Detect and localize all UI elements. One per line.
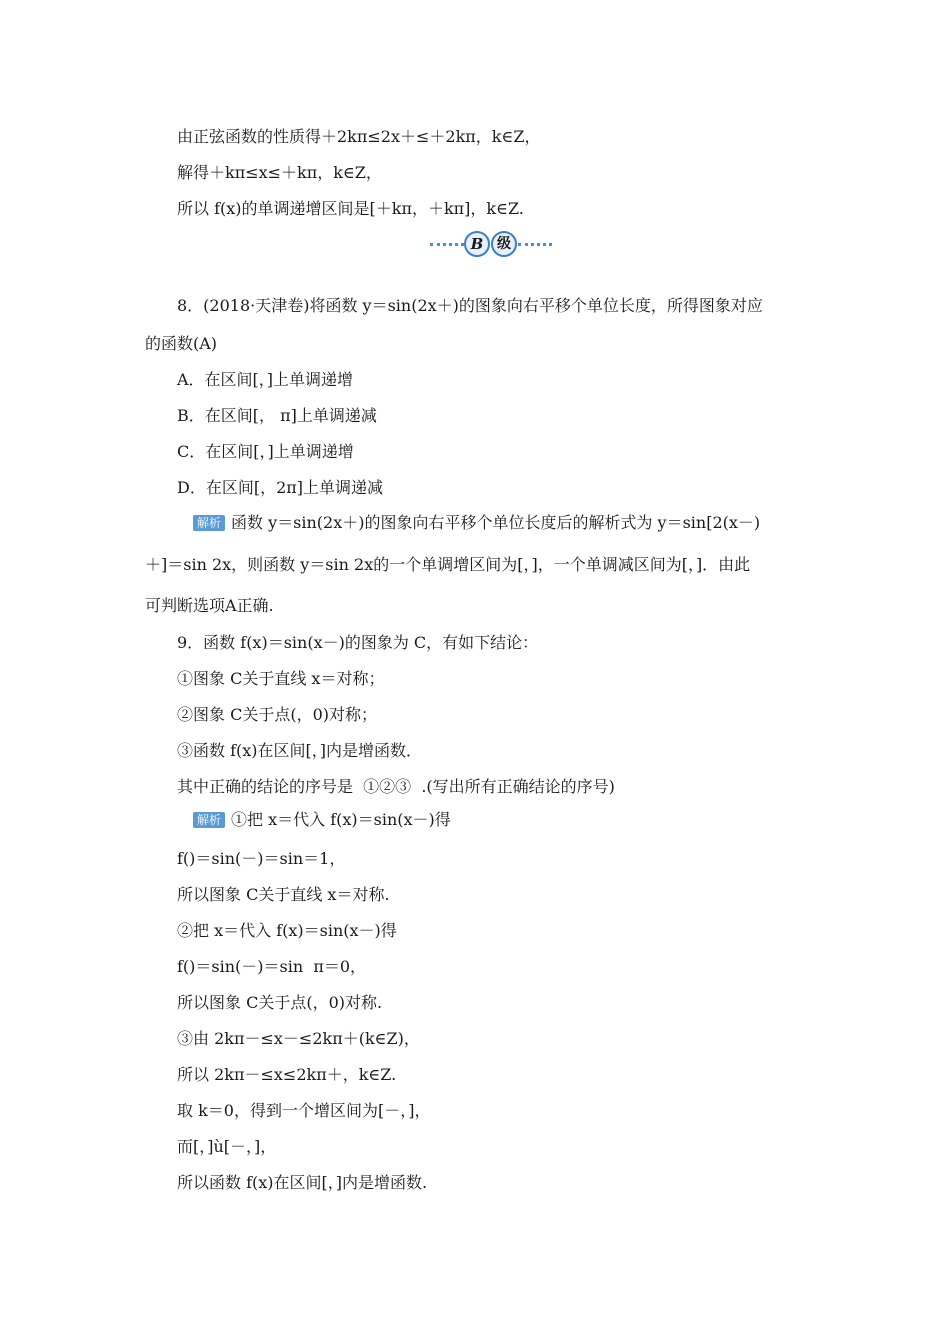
analysis-tag: 解析	[193, 812, 225, 828]
q9-analysis-line: 所以图象 C关于直线 x＝对称.	[177, 885, 390, 904]
q8-option-c: C．在区间[，]上单调递增	[177, 442, 354, 461]
q9-item-3: ③函数 f(x)在区间[，]内是增函数．	[177, 741, 423, 760]
q8-analysis	[193, 513, 760, 533]
text-line: 由正弦函数的性质得＋2kπ≤2x＋≤＋2kπ，k∈Z，	[177, 127, 541, 146]
level-separator	[430, 230, 550, 260]
q8-stem-cont: 的函数(A)	[145, 334, 218, 353]
q9-analysis	[193, 810, 451, 830]
q9-item-2: ②图象 C关于点(，0)对称；	[177, 705, 377, 724]
q9-analysis-line: f()＝sin(－)＝sin π＝0，	[177, 957, 367, 976]
q8-analysis-cont: 可判断选项A正确.	[145, 596, 274, 615]
q9-analysis-line: 所以函数 f(x)在区间[，]内是增函数.	[177, 1173, 428, 1192]
analysis-tag: 解析	[193, 515, 225, 531]
level-label-icon: 级	[491, 231, 517, 257]
q8-option-a: A．在区间[，]上单调递增	[177, 370, 354, 389]
q9-stem: 9．函数 f(x)＝sin(x－)的图象为 C，有如下结论：	[177, 633, 539, 652]
q9-analysis-line: f()＝sin(－)＝sin＝1，	[177, 849, 346, 868]
q9-item-1: ①图象 C关于直线 x＝对称；	[177, 669, 385, 688]
q9-analysis-line: 所以 2kπ－≤x≤2kπ＋，k∈Z.	[177, 1065, 397, 1084]
q9-answer-line: 其中正确的结论的序号是 ①②③ .(写出所有正确结论的序号)	[177, 777, 615, 796]
text-line: 所以 f(x)的单调递增区间是[＋kπ，＋kπ]，k∈Z.	[177, 199, 524, 218]
text-line: 解得＋kπ≤x≤＋kπ，k∈Z，	[177, 163, 382, 182]
q8-analysis-cont: ＋]＝sin 2x，则函数 y＝sin 2x的一个单调增区间为[，]，一个单调减区间为[，]．由此	[145, 555, 751, 574]
level-letter-icon: B	[464, 231, 490, 257]
q8-stem: 8．(2018·天津卷)将函数 y＝sin(2x＋)的图象向右平移个单位长度，所得图象对应	[177, 296, 763, 315]
dotted-line-right	[518, 243, 552, 246]
q9-analysis-line: ②把 x＝代入 f(x)＝sin(x－)得	[177, 921, 397, 940]
q9-analysis-line: 而[，]ù[－，]，	[177, 1137, 277, 1156]
dotted-line-left	[430, 243, 464, 246]
q9-analysis-line: 所以图象 C关于点(，0)对称.	[177, 993, 383, 1012]
q8-option-d: D．在区间[，2π]上单调递减	[177, 478, 384, 497]
q9-analysis-text: ①把 x＝代入 f(x)＝sin(x－)得	[231, 810, 451, 829]
q8-option-b: B．在区间[， π]上单调递减	[177, 406, 377, 425]
q9-analysis-line: ③由 2kπ－≤x－≤2kπ＋(k∈Z)，	[177, 1029, 420, 1048]
q8-analysis-text: 函数 y＝sin(2x＋)的图象向右平移个单位长度后的解析式为 y＝sin[2(x－)	[231, 513, 761, 532]
q9-analysis-line: 取 k＝0，得到一个增区间为[－，]，	[177, 1101, 431, 1120]
